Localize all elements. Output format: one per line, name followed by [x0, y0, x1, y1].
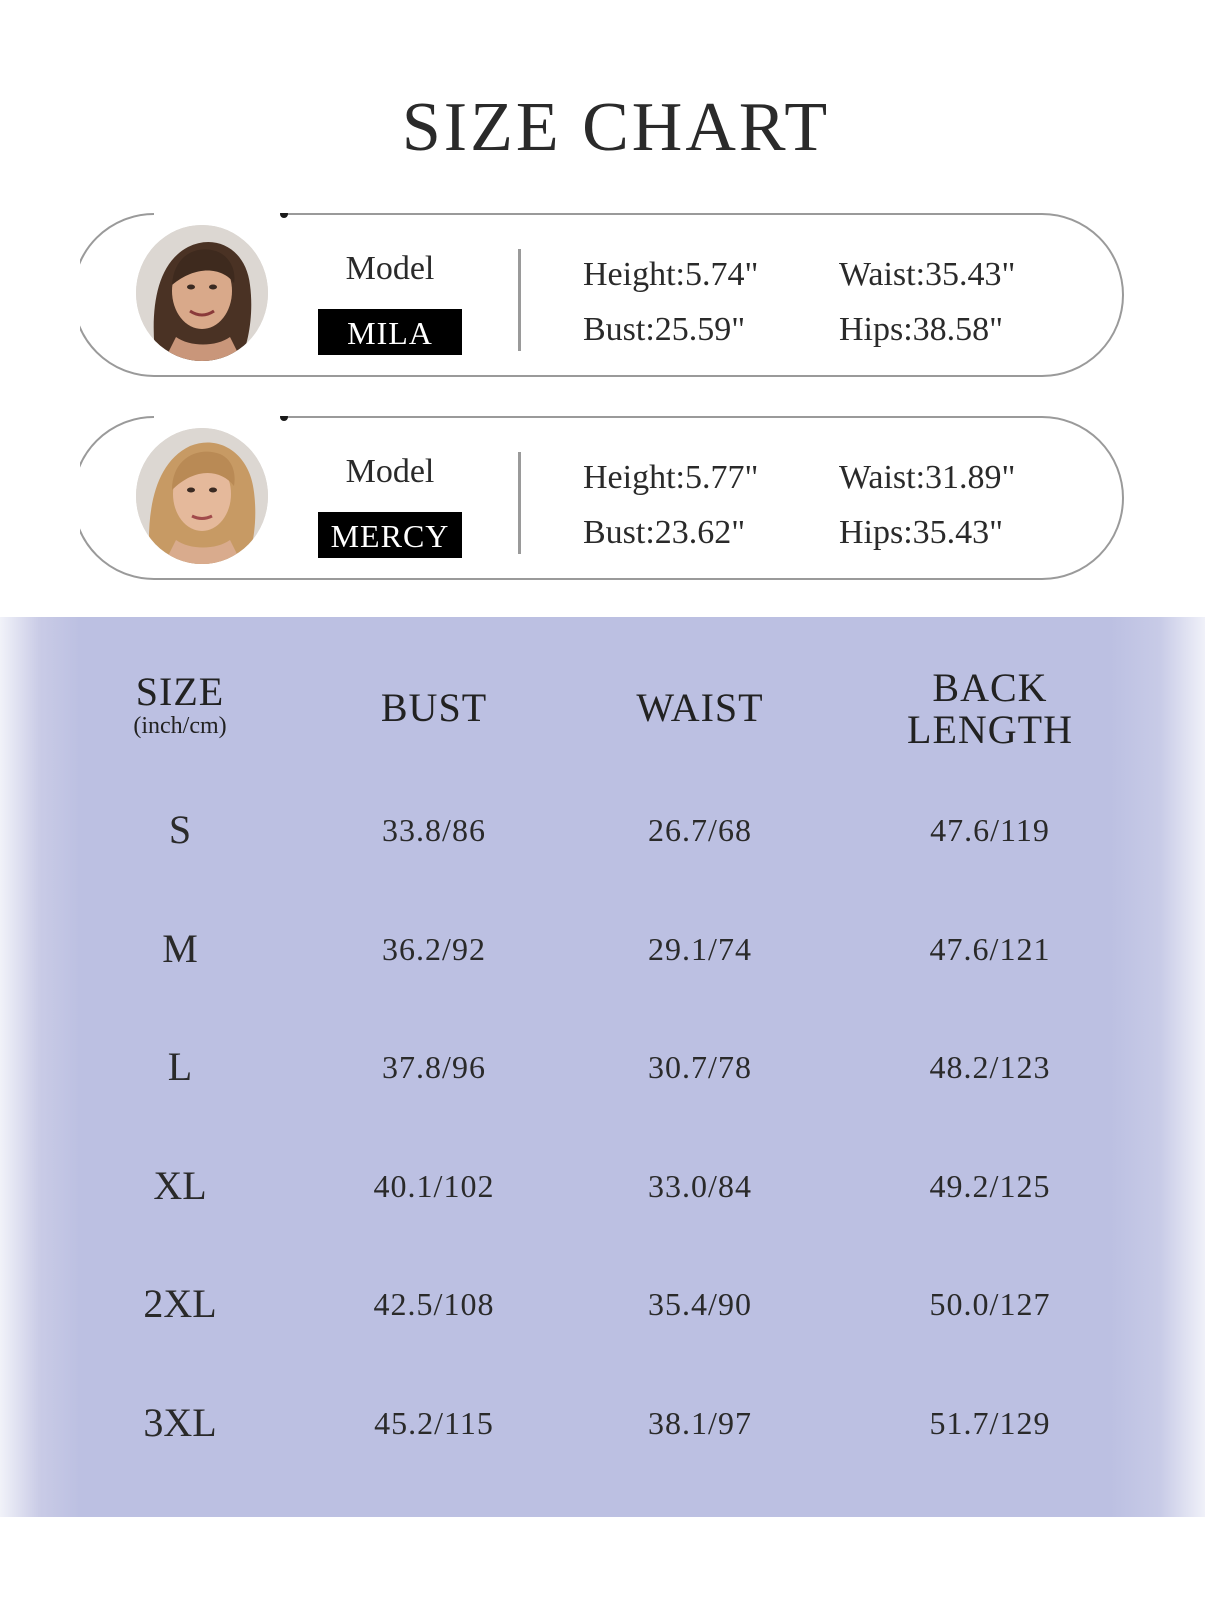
row-waist: 35.4/90: [648, 1286, 752, 1322]
model-bust: Bust:23.62": [583, 514, 746, 551]
model-label: Model: [345, 453, 435, 490]
model-hips: Hips:35.43": [839, 514, 1004, 551]
model-height: Height:5.77": [583, 459, 759, 496]
page-title: SIZE CHART: [401, 89, 831, 166]
model-card-mercy: [80, 416, 1124, 580]
row-waist: 33.0/84: [648, 1168, 752, 1204]
row-waist: 26.7/68: [648, 812, 752, 848]
row-size: 2XL: [143, 1281, 217, 1326]
header-waist: WAIST: [636, 685, 764, 730]
divider: [518, 249, 521, 351]
model-height: Height:5.74": [583, 256, 759, 293]
row-size: 3XL: [143, 1400, 217, 1445]
row-back-length: 47.6/119: [930, 812, 1050, 848]
row-bust: 37.8/96: [382, 1049, 486, 1085]
header-back-length-line1: BACK: [932, 665, 1048, 710]
row-back-length: 49.2/125: [929, 1168, 1051, 1204]
row-size: XL: [153, 1163, 207, 1208]
model-name-tag: MILA: [318, 309, 462, 355]
row-waist: 30.7/78: [648, 1049, 752, 1085]
header-size-label: SIZE: [135, 669, 225, 714]
header-size-unit: (inch/cm): [133, 713, 227, 739]
model-hips: Hips:38.58": [839, 311, 1004, 348]
row-size: S: [168, 807, 192, 852]
row-back-length: 51.7/129: [929, 1405, 1051, 1441]
row-bust: 36.2/92: [382, 931, 486, 967]
row-size: M: [162, 926, 198, 971]
row-back-length: 47.6/121: [929, 931, 1051, 967]
model-label: Model: [345, 250, 435, 287]
model-waist: Waist:35.43": [839, 256, 1016, 293]
row-bust: 45.2/115: [374, 1405, 494, 1441]
row-waist: 38.1/97: [648, 1405, 752, 1441]
header-size: [80, 671, 280, 739]
row-bust: 40.1/102: [373, 1168, 495, 1204]
model-bust: Bust:25.59": [583, 311, 746, 348]
model-avatar-mercy: [136, 428, 268, 564]
row-bust: 42.5/108: [373, 1286, 495, 1322]
model-avatar-mila: [136, 225, 268, 361]
row-back-length: 50.0/127: [929, 1286, 1051, 1322]
model-name-tag: MERCY: [318, 512, 462, 558]
model-card-mila: [80, 213, 1124, 377]
divider: [518, 452, 521, 554]
row-back-length: 48.2/123: [929, 1049, 1051, 1085]
header-back-length: [880, 667, 1100, 751]
size-table: [0, 617, 1205, 1517]
row-size: L: [167, 1044, 193, 1089]
header-back-length-line2: LENGTH: [907, 707, 1073, 752]
model-waist: Waist:31.89": [839, 459, 1016, 496]
row-waist: 29.1/74: [648, 931, 752, 967]
header-bust: BUST: [380, 685, 488, 730]
row-bust: 33.8/86: [382, 812, 486, 848]
